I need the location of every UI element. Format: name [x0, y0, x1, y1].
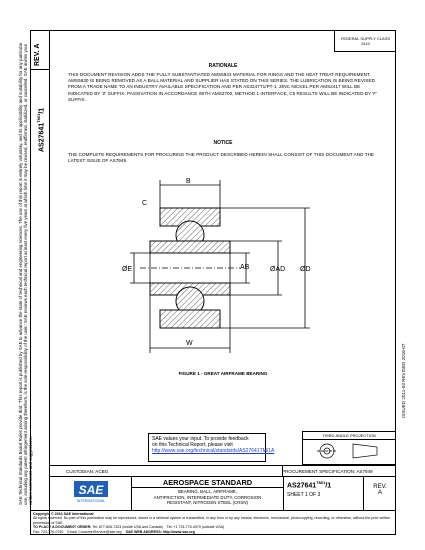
- label-w: W: [186, 340, 193, 347]
- aerospace-standard-title: AEROSPACE STANDARD: [132, 477, 283, 488]
- title-description: BEARING, BALL, AIRFRAME, ANTIFRICTION, INTERMEDIATE DUTY, CORROSION RESISTANT, NITROGEN STEEL (CRSN): [153, 489, 262, 506]
- label-ab: AB: [240, 264, 250, 271]
- logo-cell: [50, 477, 132, 510]
- federal-supply-class-box: FEDERAL SUPPLY CLASS 3110: [334, 30, 396, 52]
- svg-text:INTERNATIONAL: INTERNATIONAL: [76, 499, 106, 503]
- label-b: B: [186, 178, 191, 185]
- rev-cell: REV. A: [373, 484, 387, 496]
- doc-number-vertical: $AS27641^{TM/1}/1$: [36, 107, 46, 152]
- legal-notice-vertical: SAE Technical Standards Board Rules provide that: 'This report is published by SAE to advance the state of technical and engineering sciences. The use of this report is entirely voluntary, and its applicability and suitability for any particular use, including any patent infringement arising therefrom, is the sole responsibility of the user.' SAE reviews each technical report at least every five years at which time it may be revised, reaffirmed, stabilized, or cancelled. SAE invites your written comments and suggestions.: [18, 42, 33, 505]
- label-ad: ØAD: [270, 266, 286, 273]
- sheet-number: SHEET 1 OF 3: [287, 492, 321, 499]
- procurement-spec: PROCUREMENT SPECIFICATION: AS7949: [282, 469, 373, 474]
- doc-number: $AS27641^{TM/1}/1$: [287, 480, 332, 490]
- title-cell: [132, 477, 284, 510]
- title-block-top-row: [50, 466, 396, 477]
- left-margin-strip: [30, 30, 50, 535]
- label-e: ØE: [122, 266, 133, 273]
- title-block: [33, 465, 396, 535]
- rationale-title: RATIONALE: [208, 63, 238, 69]
- projection-title: THIRD ANGLE PROJECTION: [303, 432, 395, 440]
- copyright-footer: Copyright © 2016 SAE International All rights reserved. No part of this publication may be reproduced, stored in a retrieval system or transmitted, in any form or by any means, electronic, mechanical, photocopying, recording, or otherwise, without the prior written permission of SAE. TO PLACE A DOCUMENT ORDER: Tel: 877-606-7323 (inside USA and Canada) Tel: +1 724-776-4970 (outside USA) Fax: 724-776-0790 Email: CustomerService@sae.org SAE WEB ADDRESS: http://www.sae.org: [30, 510, 396, 536]
- svg-text:SAE: SAE: [78, 483, 104, 497]
- label-c: C: [142, 200, 148, 207]
- bearing-drawing: [120, 175, 320, 365]
- figure-caption: FIGURE 1 - GREAT AIRFRAME BEARING: [178, 371, 268, 376]
- feedback-link[interactable]: http://www.sae.org/technical/standards/AS27641TM/1A: [152, 448, 275, 454]
- notice-title: NOTICE: [213, 140, 233, 146]
- rev-vertical: REV. A: [34, 43, 41, 66]
- rationale-text: THIS DOCUMENT REVISION ADDS THE FULLY SUBSTANTIATED AMS5643 MATERIAL FOR RINGS AND THE HEAT TREAT REQUIREMENT. AMS5630 IS BEING REMOVED AS A BALL MATERIAL AND SUPPLIER HAS STATED ON THIS SERIES. THE LUBRICATION IS BEING REVISED FROM A TRADE NAME TO AN INDUSTRY AVAILABLE SPECIFICATION AND PER AS3247T1/PT-1. ZINC NICKEL PER AMS2417 WILL BE INDICATED BY 'Z' SUFFIX. PASSIVATION IN ACCORDANCE WITH AMS2700, METHOD 1 INTERFACE, C5 RESULTS WILL BE INDICATED BY 'F' SUFFIX.: [68, 72, 378, 102]
- notice-text: THE COMPLETE REQUIREMENTS FOR PROCURING THE PRODUCT DESCRIBED HEREIN SHALL CONSIST OF THIS DOCUMENT AND THE LATEST ISSUE OF AS7949.: [68, 152, 375, 164]
- sae-logo-icon: [74, 481, 108, 505]
- feedback-box: [148, 433, 275, 462]
- projection-box: [302, 431, 396, 465]
- issue-date-vertical: ISSUED 2011-03 REVISED 2016-07: [401, 343, 406, 418]
- feedback-line-2: on this Technical Report, please visit: [152, 442, 233, 448]
- label-od: ØD: [300, 266, 311, 273]
- custodian: CUSTODIAN: ACBG: [66, 469, 109, 474]
- projection-symbol: [303, 440, 397, 462]
- doc-number-cell: [284, 477, 364, 510]
- feedback-line-1: SAE values your input. To provide feedback: [152, 436, 249, 442]
